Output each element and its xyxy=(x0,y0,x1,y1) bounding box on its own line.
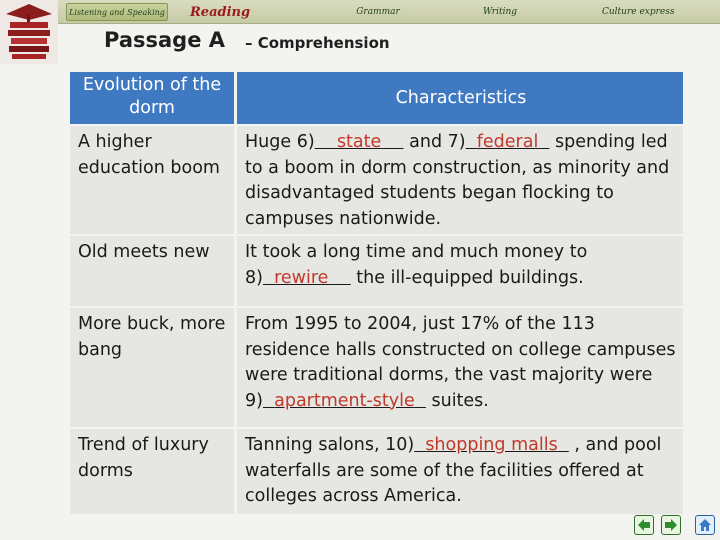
row-characteristics xyxy=(237,308,683,427)
header-evolution: Evolution of the dorm xyxy=(70,72,234,124)
answer-blank-6[interactable]: state xyxy=(336,132,382,152)
text-segment: the ill-equipped buildings. xyxy=(350,267,584,288)
nav-writing[interactable]: Writing xyxy=(482,7,518,17)
answer-blank-9[interactable]: apartment-style xyxy=(274,390,415,411)
text-segment: Tanning salons, 10) xyxy=(245,435,415,455)
row-characteristics xyxy=(237,126,683,234)
text-segment: From 1995 to 2004, just 17% of the 113 residence halls constructed on college campuses were traditional dorms, the vast majority were 9) xyxy=(245,314,676,411)
arrow-right-icon xyxy=(664,518,678,532)
nav-reading[interactable]: Reading xyxy=(190,5,251,20)
text-segment: spending led to a boom in dorm construction, as minority and disadvantaged students began flocking to campuses nationwide. xyxy=(245,132,670,229)
book-stack-icon xyxy=(0,0,58,64)
row-label: A higher education boom xyxy=(70,126,234,234)
nav-grammar[interactable]: Grammar xyxy=(356,7,400,17)
text-segment: It took a long time and much money to 8) xyxy=(245,242,588,288)
row-label: Old meets new xyxy=(70,236,234,306)
text-segment: suites. xyxy=(425,390,489,411)
row-characteristics xyxy=(237,236,683,306)
text-segment: , and pool waterfalls are some of the facilities offered at colleges across America. xyxy=(245,435,662,506)
nav-listening-speaking[interactable]: Listening and Speaking xyxy=(66,3,168,21)
row-label: More buck, more bang xyxy=(70,308,234,427)
previous-button[interactable] xyxy=(634,515,654,535)
nav-culture-express[interactable]: Culture express xyxy=(602,7,675,17)
home-icon xyxy=(698,518,712,532)
page-title: Passage A xyxy=(104,28,226,52)
answer-blank-8[interactable]: rewire xyxy=(274,267,329,288)
text-segment: Huge 6) xyxy=(245,132,315,152)
row-label: Trend of luxury dorms xyxy=(70,429,234,514)
course-logo xyxy=(0,0,58,64)
row-characteristics xyxy=(237,429,683,514)
arrow-left-icon xyxy=(637,518,651,532)
answer-blank-10[interactable]: shopping malls xyxy=(425,435,558,455)
header-characteristics: Characteristics xyxy=(237,72,683,124)
home-button[interactable] xyxy=(695,515,715,535)
next-button[interactable] xyxy=(661,515,681,535)
comprehension-table xyxy=(70,70,685,516)
text-segment: and 7) xyxy=(403,132,466,152)
page-subtitle: – Comprehension xyxy=(245,34,390,52)
answer-blank-7[interactable]: federal xyxy=(476,132,539,152)
